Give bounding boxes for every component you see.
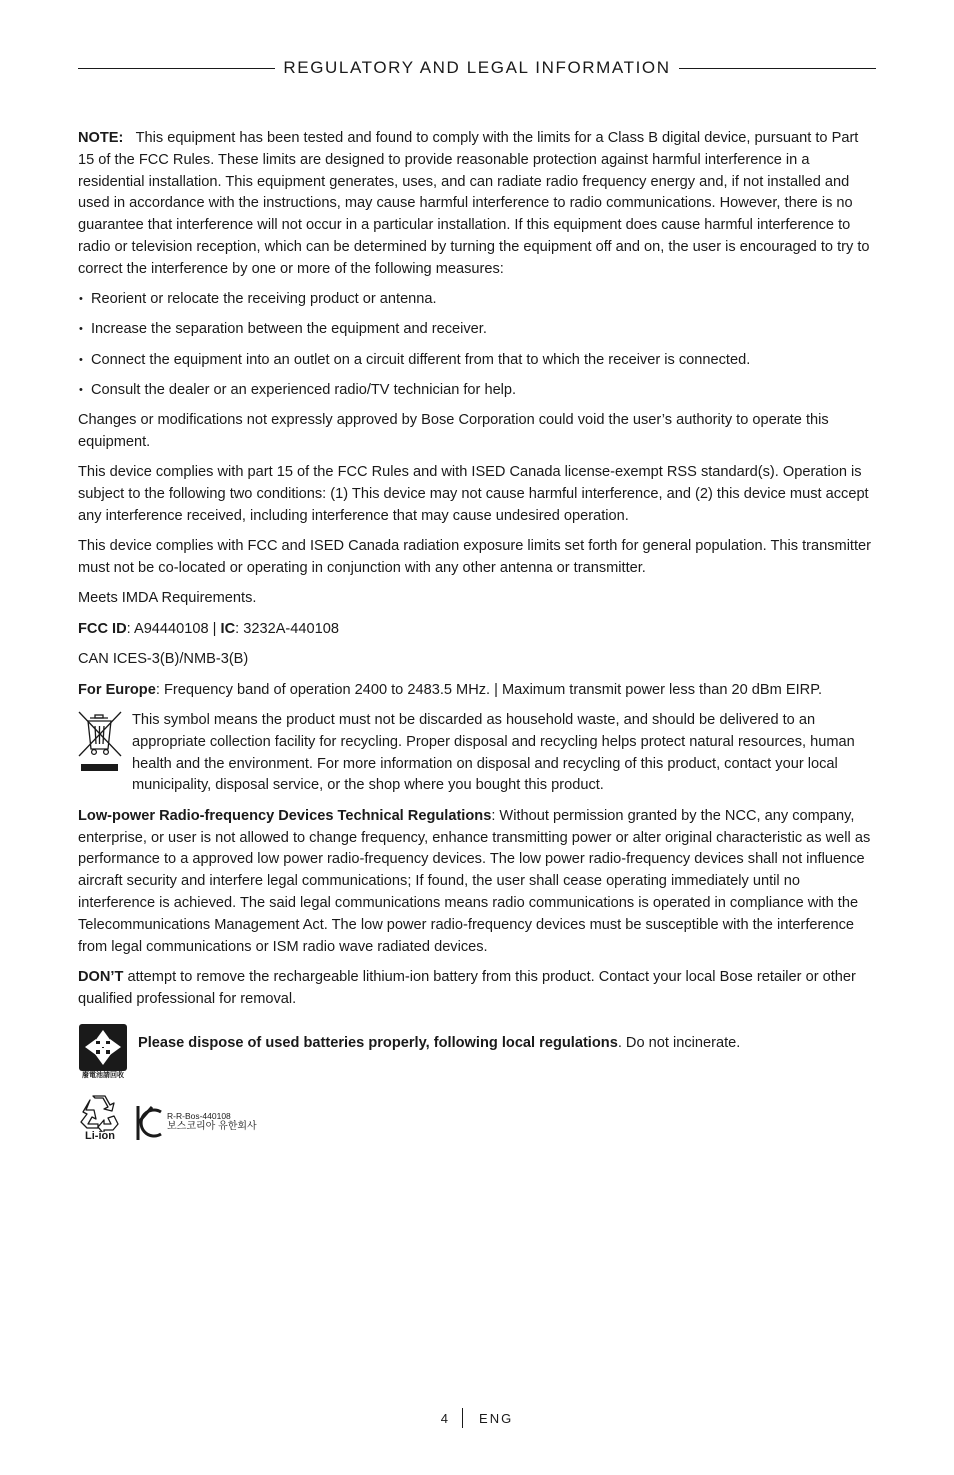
weee-block [78,710,876,797]
note-label: NOTE: [78,130,124,146]
battery-icon-caption: 廢電池請回收 [82,1071,124,1079]
compliance-paragraph: This device complies with part 15 of the FCC Rules and with ISED Canada license-exempt RSS standard(s). Operation is subject to the following two conditions: (1) This device may not cause harmful interference, and (2) this device must accept any interference received, including interference that may cause undesired operation. [78,464,869,524]
battery-dispose-label: Please dispose of used batteries properly, following local regulations [138,1034,618,1051]
page-header [78,56,876,80]
fcc-id-value: : A94440108 | [126,620,221,637]
europe-label: For Europe [78,681,156,698]
footer-divider [462,1408,463,1428]
fcc-note [78,128,876,281]
imda-paragraph: Meets IMDA Requirements. [78,590,257,607]
fcc-id-label: FCC ID [78,620,127,637]
language-code: ENG [479,1410,514,1426]
kc-certification [134,1094,257,1142]
europe-text: : Frequency band of operation 2400 to 2483.5 MHz. | Maximum transmit power less than 20 dBm EIRP. [155,681,823,698]
header-rule-left [78,68,275,69]
weee-text: This symbol means the product must not be discarded as household waste, and should be delivered to an appropriate collection facility for recycling. Proper disposal and recycling helps protect natural resources, human health and the environment. For more information on disposal and recycling of this product, contact your local municipality, disposal service, or the shop where you bought this product. [132,712,855,794]
kc-company-name: 보스코리아 유한회사 [167,1120,257,1132]
battery-warning-text: attempt to remove the rechargeable lithium-ion battery from this product. Contact your local Bose retailer or other qualified professional for removal. [78,969,856,1007]
li-ion-mark [78,1094,122,1142]
ices-paragraph: CAN ICES-3(B)/NMB-3(B) [78,651,249,668]
ic-value: : 3232A-440108 [235,620,339,637]
taiwan-battery-recycling-icon [78,1023,128,1080]
low-power-paragraph [78,806,876,959]
changes-paragraph: Changes or modifications not expressly approved by Bose Corporation could void the user’s authority to operate this equipment. [78,412,829,450]
page-content [78,128,876,1142]
ids-paragraph [78,619,876,641]
low-power-label: Low-power Radio-frequency Devices Technical Regulations [78,807,492,824]
recycle-icon [78,1094,120,1132]
page-footer [0,1407,954,1429]
kc-registration-number: R-R-Bos-440108 [167,1110,231,1121]
crossed-out-wheelie-bin-icon [78,710,122,797]
list-item: • Connect the equipment into an outlet on a circuit different from that to which the receiver is connected. [78,350,876,372]
europe-paragraph [78,680,876,702]
certification-marks [78,1094,876,1142]
battery-dispose-block [78,1023,876,1080]
section-title: REGULATORY AND LEGAL INFORMATION [283,58,671,77]
list-item: • Reorient or relocate the receiving product or antenna. [78,289,876,311]
battery-dispose-suffix: . Do not incinerate. [617,1034,741,1051]
ic-label: IC [220,620,236,637]
note-text: This equipment has been tested and found to comply with the limits for a Class B digital device, pursuant to Part 15 of the FCC Rules. These limits are designed to provide reasonable protection against harmful interference in a residential installation. This equipment generates, uses, and can radiate radio frequency energy and, if not installed and used in accordance with the instructions, may cause harmful interference to radio communications. However, there is no guarantee that interference will not occur in a particular installation. If this equipment does cause harmful interference to radio or television reception, which can be determined by turning the equipment off and on, the user is encouraged to try to correct the interference by one or more of the following measures: [78,130,870,277]
li-ion-label: Li-ion [85,1129,115,1142]
battery-dispose-text [138,1023,740,1055]
battery-warning-paragraph [78,967,876,1011]
list-item: • Increase the separation between the equipment and receiver. [78,319,876,341]
low-power-text: : Without permission granted by the NCC, any company, enterprise, or user is not allowed to change frequency, enhance transmitting power or alter original characteristic as well as performance to a approved low power radio-frequency devices. The low power radio-frequency devices shall not influence aircraft security and interfere legal communications; If found, the user shall cease operating immediately until no interference is achieved. The said legal communications means radio communications is operated in compliance with the Telecommunications Management Act. The low power radio-frequency devices must be susceptible with the interference from legal communications or ISM radio wave radiated devices. [78,807,871,955]
kc-mark-icon [134,1104,164,1142]
measures-list [78,289,876,401]
page-number: 4 [440,1410,449,1426]
battery-warning-label: DON’T [78,969,124,985]
header-rule-right [679,68,876,69]
list-item: • Consult the dealer or an experienced radio/TV technician for help. [78,380,876,402]
exposure-paragraph: This device complies with FCC and ISED Canada radiation exposure limits set forth for general population. This transmitter must not be co-located or operating in conjunction with any other antenna or transmitter. [78,538,872,577]
